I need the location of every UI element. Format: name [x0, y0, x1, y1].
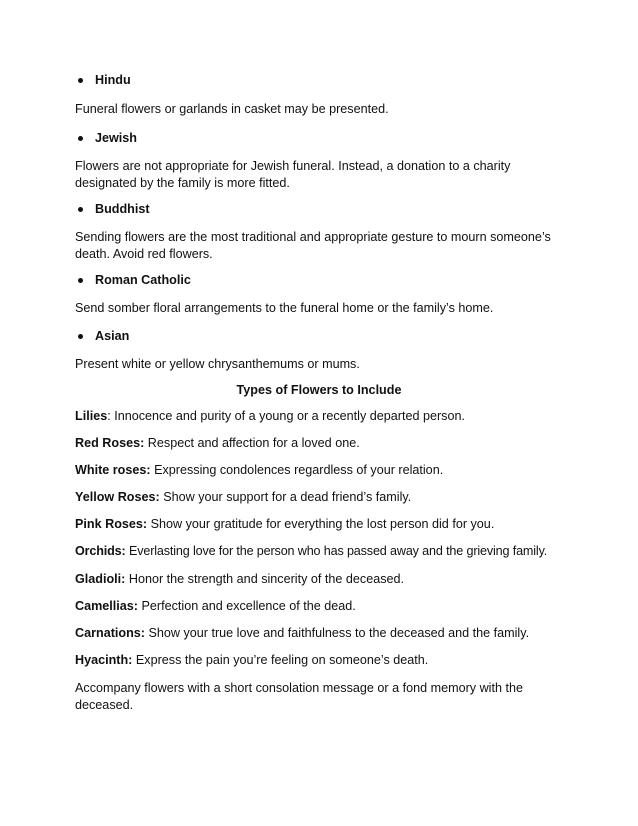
flower-separator: :: [107, 409, 111, 423]
religion-name: Jewish: [95, 131, 137, 145]
bullet-heading-buddhist: [95, 201, 150, 218]
flower-description: Show your true love and faithfulness to the deceased and the family.: [144, 626, 530, 640]
religion-name: Buddhist: [95, 202, 150, 216]
paragraph-buddhist: Sending flowers are the most traditional and appropriate gesture to mourn someone’s death. Avoid red flowers.: [75, 230, 551, 261]
flower-name: Yellow Roses:: [75, 490, 160, 504]
bullet-icon: [78, 136, 83, 141]
flower-name: Carnations:: [75, 626, 145, 640]
flower-entry-camellias: [75, 598, 356, 615]
flower-description: Show your support for a dead friend’s family.: [159, 490, 412, 504]
flower-entry-gladioli: [75, 571, 404, 588]
flower-entry-pink-roses: [75, 516, 494, 533]
flower-entry-white-roses: [75, 462, 443, 479]
religion-name: Roman Catholic: [95, 273, 191, 287]
flower-description: Perfection and excellence of the dead.: [138, 599, 356, 613]
flower-description: Innocence and purity of a young or a recently departed person.: [110, 409, 465, 423]
religion-name: Hindu: [95, 73, 131, 87]
bullet-heading-hindu: [95, 72, 131, 89]
flower-description: Respect and affection for a loved one.: [144, 436, 360, 450]
bullet-heading-asian: [95, 328, 129, 345]
flower-entry-yellow-roses: [75, 489, 411, 506]
flower-name: Hyacinth:: [75, 653, 133, 667]
flower-description: Honor the strength and sincerity of the deceased.: [125, 572, 405, 586]
flower-entry-hyacinth: [75, 652, 428, 669]
flower-name: Gladioli:: [75, 572, 126, 586]
paragraph-asian: Present white or yellow chrysanthemums or mums.: [75, 357, 360, 371]
section-heading: Types of Flowers to Include: [236, 383, 402, 397]
flower-description: Express the pain you’re feeling on someone’s death.: [132, 653, 429, 667]
flower-entry-carnations: [75, 625, 529, 642]
flower-description: Show your gratitude for everything the lost person did for you.: [147, 517, 495, 531]
paragraph-jewish: Flowers are not appropriate for Jewish funeral. Instead, a donation to a charity designated by the family is more fitted.: [75, 159, 511, 190]
flower-name: Lilies: [75, 409, 108, 423]
flower-entry-lilies: [75, 408, 465, 425]
religion-name: Asian: [95, 329, 130, 343]
paragraph-roman-catholic: Send somber floral arrangements to the funeral home or the family’s home.: [75, 301, 494, 315]
bullet-icon: [78, 278, 83, 283]
flower-description: Everlasting love for the person who has passed away and the grieving family.: [125, 544, 548, 558]
flower-name: Pink Roses:: [75, 517, 148, 531]
bullet-icon: [78, 78, 83, 83]
bullet-icon: [78, 334, 83, 339]
flower-name: White roses:: [75, 463, 151, 477]
flower-description: Expressing condolences regardless of your relation.: [150, 463, 444, 477]
closing-paragraph: Accompany flowers with a short consolation message or a fond memory with the deceased.: [75, 681, 523, 712]
paragraph-hindu: Funeral flowers or garlands in casket may be presented.: [75, 102, 389, 116]
bullet-icon: [78, 207, 83, 212]
flower-name: Red Roses:: [75, 436, 145, 450]
flower-name: Orchids:: [75, 544, 126, 558]
bullet-heading-roman-catholic: [95, 272, 191, 289]
flower-entry-orchids: [75, 543, 547, 560]
flower-entry-red-roses: [75, 435, 360, 452]
flower-name: Camellias:: [75, 599, 138, 613]
bullet-heading-jewish: [95, 130, 137, 147]
